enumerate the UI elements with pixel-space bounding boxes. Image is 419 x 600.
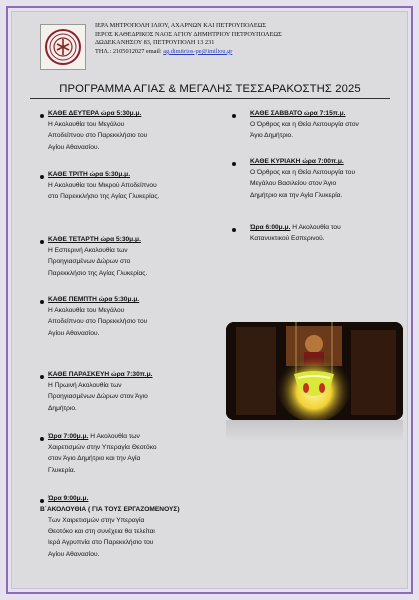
schedule-head: ΚΑΘΕ ΠΕΜΠΤΗ ώρα 5:30μ.μ. [48,296,140,303]
schedule-line: Αποδείπνου στο Παρεκκλήσιο του [48,132,148,140]
schedule-head: Ώρα 7:00μ.μ. [48,433,89,440]
schedule-line: Ο Όρθρος και η Θεία Λειτουργία του [250,169,356,177]
schedule-friday-morning [48,369,153,414]
page-title: ΠΡΟΓΡΑΜΜΑ ΑΓΙΑΣ & ΜΕΓΑΛΗΣ ΤΕΣΣΑΡΑΚΟΣΤΗΣ 2025 [59,83,361,95]
bullet-icon [40,175,44,179]
schedule-friday-night-lines [48,515,155,560]
schedule-line: Αγίου Αθανασίου. [48,143,100,151]
header-line-2: ΙΕΡΟΣ ΚΑΘΕΔΡΙΚΟΣ ΝΑΟΣ ΑΓΙΟΥ ΔΗΜΗΤΡΙΟΥ ΠΕΤΡΟΥΠΟΛΕΩΣ [95,30,282,38]
schedule-line: Δημήτριο και την Αγία Γλυκερία. [250,191,343,199]
schedule-head: Ώρα 9:00μ.μ. [48,495,89,502]
header-contact [95,48,282,57]
schedule-monday [48,108,147,153]
photo-reflection [226,420,403,442]
schedule-saturday [250,108,359,142]
schedule-head: ΚΑΘΕ ΚΥΡΙΑΚΗ ώρα 7:00π.μ. [250,158,344,165]
schedule-line: Ιερά Αγρυπνία στο Παρεκκλήσιο του [48,539,154,547]
schedule-wednesday [48,234,147,279]
schedule-friday-evening [48,431,157,476]
schedule-head: ΚΑΘΕ ΤΕΤΑΡΤΗ ώρα 5:30μ.μ. [48,236,141,243]
schedule-line: Μεγάλου Βασιλείου στον Άγιο [250,180,337,188]
header-line-3: ΔΩΔΕΚΑΝΗΣΟΥ 83, ΠΕΤΡΟΥΠΟΛΗ 13 231 [95,39,215,47]
schedule-line: Γλυκερία. [48,466,76,474]
title-divider [30,98,390,99]
metropolis-seal-logo [40,24,86,70]
schedule-friday-night-body [40,504,180,515]
header-phone: ΤΗΛ.: 2105012027 email: [95,47,162,55]
schedule-line: Προηγιασμένων Δώρων στο [48,258,131,266]
schedule-line: Άγιο Δημήτριο. [250,132,294,140]
bullet-icon [40,300,44,304]
schedule-head: ΚΑΘΕ ΤΡΙΤΗ ώρα 5:30μ.μ. [48,171,131,178]
schedule-line: στο Παρεκκλήσιο της Αγίας Γλυκερίας. [48,193,160,201]
schedule-line: Των Χαιρετισμών στην Υπεραγία [48,517,145,524]
schedule-sunday [250,156,355,201]
schedule-tuesday [48,169,159,203]
bullet-icon [40,499,44,503]
header-line-1: ΙΕΡΑ ΜΗΤΡΟΠΟΛΗ ΙΛΙΟΥ, ΑΧΑΡΝΩΝ ΚΑΙ ΠΕΤΡΟΥΠΟΛΕΩΣ [95,22,267,29]
schedule-line: Αποδείπνου στο Παρεκκλήσιο του [48,318,148,326]
schedule-line: στον Άγιο Δημήτριο και την Αγία [48,455,141,463]
bullet-icon [232,228,236,232]
schedule-line: Ο Όρθρος και η Θεία Λειτουργία στον [250,121,359,129]
schedule-line: Η Εσπερινή Ακολουθία των [48,247,128,255]
bullet-icon [40,375,44,379]
schedule-friday-night [48,493,88,504]
header-email-link[interactable]: ag.dimitrios-pe@imiliou.gr [163,47,233,55]
document-header [40,22,380,72]
bullet-icon [232,114,236,118]
bullet-icon [40,114,44,118]
schedule-line: Χαιρετισμών στην Υπεραγία Θεοτόκο [48,444,157,452]
bullet-icon [40,240,44,244]
schedule-head: ΚΑΘΕ ΠΑΡΑΣΚΕΥΗ ώρα 7:30π.μ. [48,371,153,378]
schedule-line: Προηγιασμένων Δώρων στον Άγιο [48,393,148,401]
schedule-line: Αγίου Αθανασίου. [48,550,100,558]
schedule-line: Θεοτόκο και στη συνέχεια θα τελείται [48,528,155,536]
schedule-line: Παρεκκλήσιο της Αγίας Γλυκερίας. [48,269,148,277]
schedule-line: Η Ακολουθία του Μεγάλου [48,121,125,129]
schedule-head: Ώρα 6:00μ.μ. [250,224,291,231]
schedule-line: Αγίου Αθανασίου. [48,329,100,337]
schedule-head-rest: Η Ακολουθία του [290,224,341,231]
schedule-head-rest: Η Ακολουθία των [88,433,140,440]
second-service-label: Β΄ΑΚΟΛΟΥΘΙΑ ( ΓΙΑ ΤΟΥΣ ΕΡΓΑΖΟΜΕΝΟΥΣ) [40,506,180,513]
vigil-lamp-photo [226,322,403,420]
schedule-head: ΚΑΘΕ ΣΑΒΒΑΤΟ ώρα 7:15π.μ. [250,110,346,117]
schedule-thursday [48,294,147,339]
schedule-line: Η Ακολουθία του Μεγάλου [48,307,125,315]
bullet-icon [40,437,44,441]
schedule-line: Η Ακολουθία του Μικρού Αποδείπνου [48,182,157,190]
schedule-line: Κατανυκτικού Εσπερινού. [250,235,325,243]
schedule-line: Η Πρωινή Ακολουθία των [48,382,122,390]
schedule-sunday-evening [250,222,341,244]
schedule-line: Δημήτριο. [48,404,77,412]
header-text [95,22,282,56]
bullet-icon [232,162,236,166]
schedule-head: ΚΑΘΕ ΔΕΥΤΕΡΑ ώρα 5:30μ.μ. [48,110,142,117]
